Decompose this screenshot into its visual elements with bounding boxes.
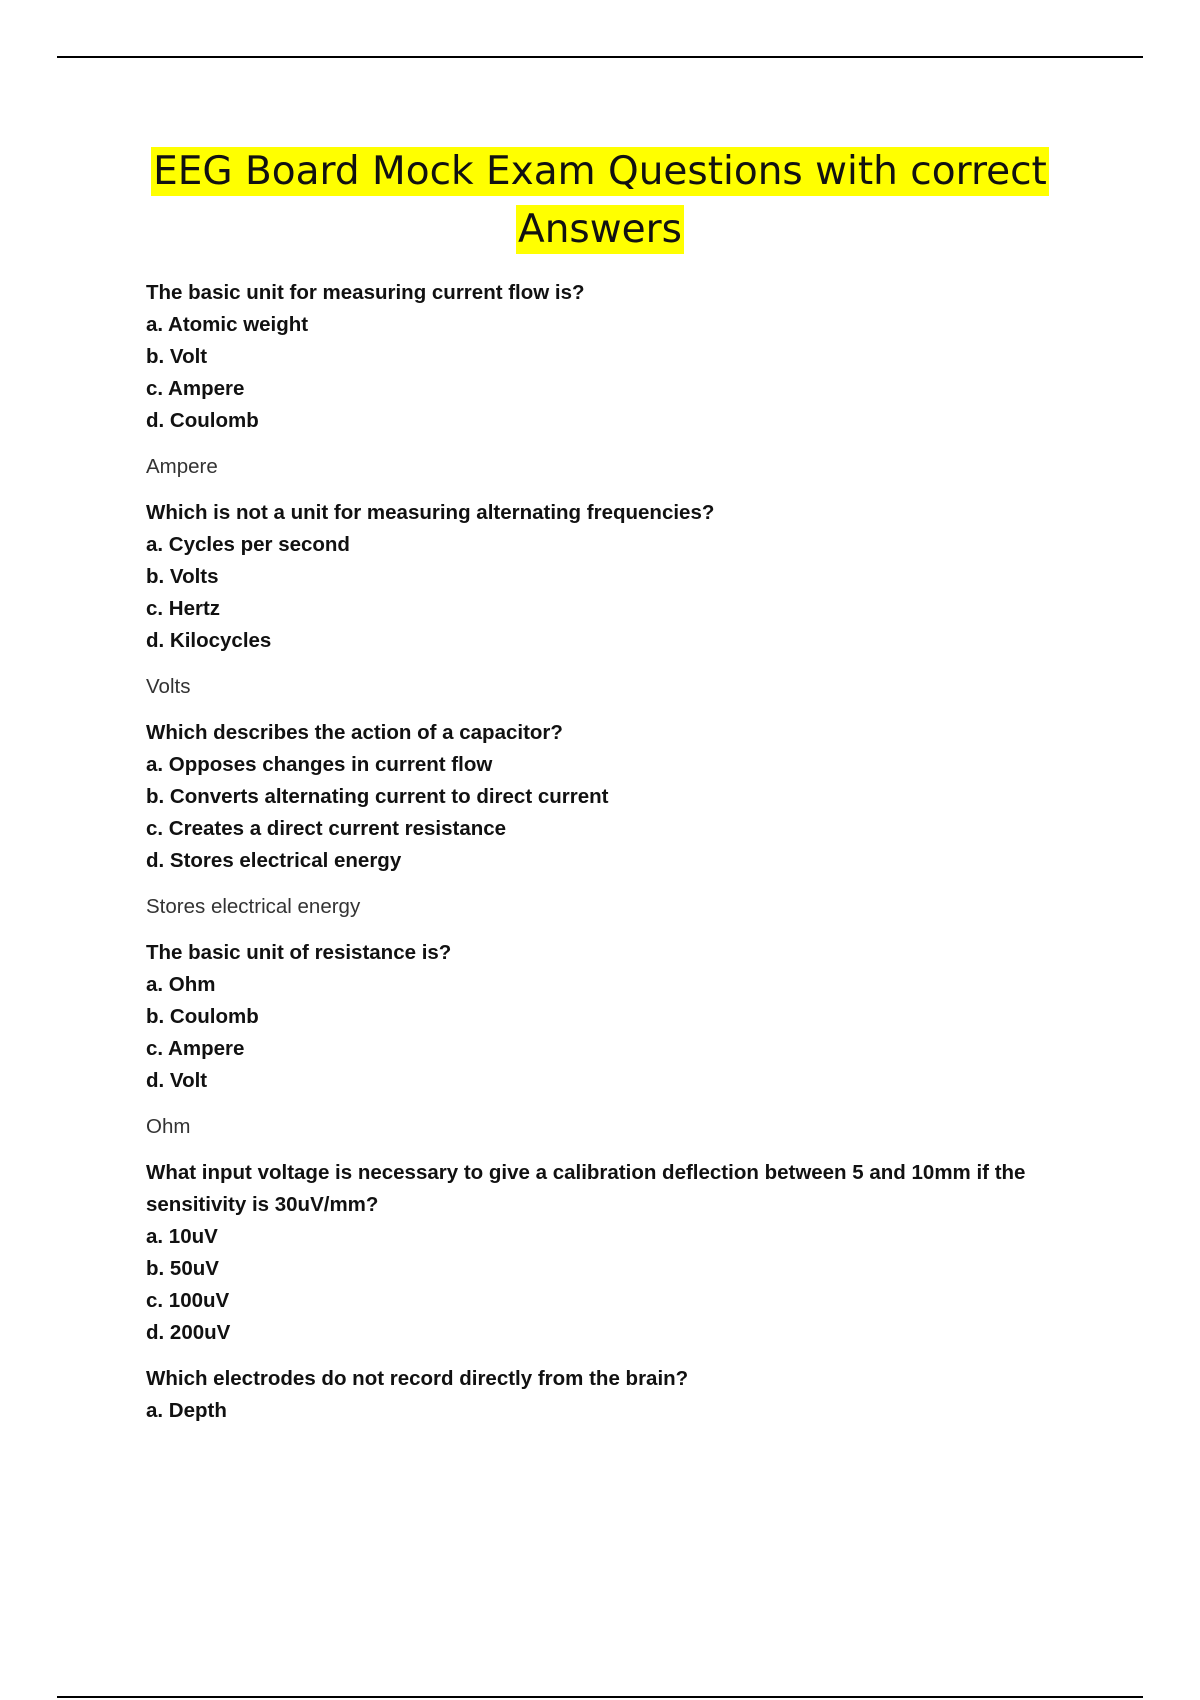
- answer-text: Ohm: [146, 1115, 191, 1138]
- answer-text: Volts: [146, 675, 191, 698]
- page-title-line-1: EEG Board Mock Exam Questions with correct: [153, 149, 1047, 194]
- option-c: c. Ampere: [146, 377, 245, 400]
- option-b: b. Coulomb: [146, 1005, 259, 1028]
- question-block: [146, 497, 1086, 703]
- option-d: d. Kilocycles: [146, 629, 272, 652]
- answer-text: Stores electrical energy: [146, 895, 361, 918]
- option-c: c. Hertz: [146, 597, 221, 620]
- option-d: d. Stores electrical energy: [146, 849, 402, 872]
- option-d: d. 200uV: [146, 1321, 231, 1344]
- footer-rule: [57, 1696, 1143, 1698]
- option-d: d. Coulomb: [146, 409, 259, 432]
- question-block: [146, 277, 1086, 483]
- option-b: b. Volts: [146, 565, 219, 588]
- question-block: [146, 937, 1086, 1143]
- option-a: a. Cycles per second: [146, 533, 350, 556]
- page-title: [0, 143, 1200, 259]
- page-title-line-2: Answers: [518, 207, 682, 252]
- option-a: a. Atomic weight: [146, 313, 309, 336]
- question-block: [146, 1157, 1086, 1349]
- option-c: c. 100uV: [146, 1289, 230, 1312]
- option-b: b. 50uV: [146, 1257, 219, 1280]
- option-a: a. Opposes changes in current flow: [146, 753, 493, 776]
- question-text: Which electrodes do not record directly from the brain?: [146, 1367, 689, 1390]
- question-text: What input voltage is necessary to give a calibration deflection between 5 and 10mm if the sensitivity is 30uV/mm?: [146, 1161, 1026, 1216]
- option-d: d. Volt: [146, 1069, 208, 1092]
- option-c: c. Ampere: [146, 1037, 245, 1060]
- option-b: b. Converts alternating current to direct current: [146, 785, 609, 808]
- option-c: c. Creates a direct current resistance: [146, 817, 507, 840]
- answer-text: Ampere: [146, 455, 218, 478]
- option-b: b. Volt: [146, 345, 208, 368]
- question-text: The basic unit for measuring current flow is?: [146, 281, 585, 304]
- header-rule: [57, 56, 1143, 58]
- option-a: a. Ohm: [146, 973, 216, 996]
- question-text: Which describes the action of a capacitor?: [146, 721, 563, 744]
- question-text: The basic unit of resistance is?: [146, 941, 452, 964]
- question-text: Which is not a unit for measuring alternating frequencies?: [146, 501, 715, 524]
- question-list: [146, 277, 1086, 1441]
- option-a: a. Depth: [146, 1399, 227, 1422]
- question-block: [146, 1363, 1086, 1427]
- question-block: [146, 717, 1086, 923]
- option-a: a. 10uV: [146, 1225, 218, 1248]
